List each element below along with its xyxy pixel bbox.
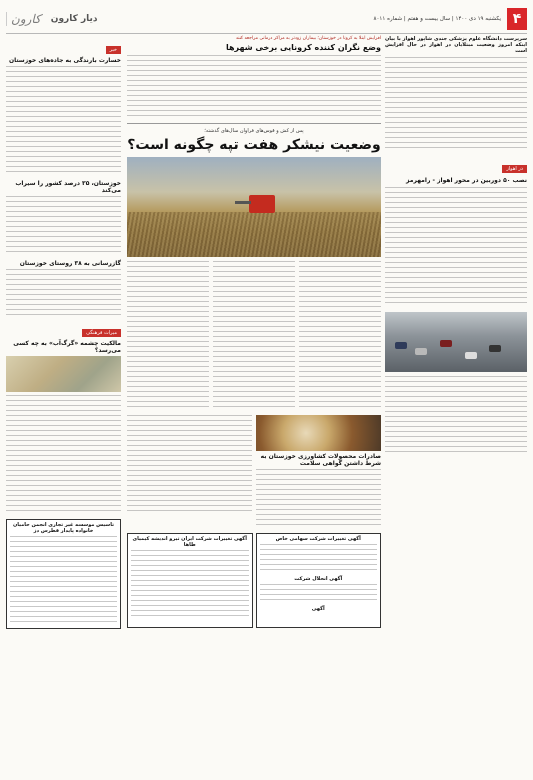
ad-title: آگهی انحلال شرکت: [294, 576, 343, 582]
ad-box: [6, 519, 121, 629]
health-story-body: [256, 469, 381, 529]
ad-body: [131, 550, 249, 618]
ad-body: [260, 584, 378, 604]
cane-field: [127, 212, 381, 257]
date-line: یکشنبه ۱۹ دی ۱۴۰۰ | سال بیست و هفتم | شماره ۸۰۱۱: [373, 16, 501, 22]
sugarcane-harvest-photo: [127, 157, 381, 257]
food-photo: [256, 415, 381, 451]
ad-body: [10, 536, 117, 624]
ad-title: آگهی: [311, 606, 325, 612]
masthead: [6, 6, 527, 32]
divider: [127, 123, 381, 124]
feature-body: [127, 261, 381, 411]
health-story: [256, 415, 381, 529]
ad-box: [127, 533, 253, 628]
car-shape: [489, 345, 501, 352]
feature-col-1: [299, 261, 381, 411]
left-column: [6, 36, 121, 774]
top-story-body: [127, 55, 381, 119]
traffic-body: [385, 376, 527, 456]
section-tag: در اهواز: [502, 165, 527, 173]
top-story-headline: وضع نگران کننده کرونایی برخی شهرها: [225, 43, 381, 52]
feature-col-2: [213, 261, 295, 411]
left-tag: خبر: [106, 46, 121, 54]
ad-box: [256, 533, 382, 628]
left-story-1-title: خسارت بارندگی به جاده‌های خوزستان: [8, 57, 121, 64]
culture-body: [6, 395, 121, 515]
section-title: دیار کارون: [50, 14, 98, 24]
health-story-title: صادرات محصولات کشاورزی خوزستان به شرط داشتن گواهی سلامت: [260, 453, 381, 467]
left-story-1-body: [6, 66, 121, 176]
car-shape: [465, 352, 477, 359]
culture-title: مالکیت چشمه «گرگ‌آب» به چه کسی می‌رسد؟: [13, 340, 121, 354]
ad-title: تاسیس موسسه غیر تجاری انجمن حامیان خانواده پایدار قطرس دز: [13, 522, 114, 534]
car-shape: [440, 340, 452, 347]
spring-photo: [6, 356, 121, 392]
left-story-2-body: [6, 196, 121, 256]
car-shape: [415, 348, 427, 355]
culture-tag: میراث فرهنگی: [82, 329, 121, 337]
side-story-body: [127, 415, 252, 515]
traffic-photo: [385, 312, 527, 372]
health-story-row: [127, 415, 381, 529]
left-story-3-title: گازرسانی به ۳۸ روستای خوزستان: [19, 260, 121, 267]
left-story-2-title: خوزستان، ۳۵ درصد کشور را سیراب می‌کند: [15, 180, 121, 194]
feature-kicker: پس از کش و قوس‌های فراوان سال‌های گذشته؛: [204, 128, 304, 134]
page-number: ۴: [507, 8, 527, 30]
right-lead-body: [385, 57, 527, 149]
right-column: [385, 36, 527, 774]
top-rule: [6, 33, 527, 34]
right-mid-story: [385, 155, 527, 307]
left-story-3-body: [6, 269, 121, 319]
ad-body: [260, 544, 378, 574]
right-mid-body: [385, 187, 527, 307]
brand-logo: کارون: [6, 12, 45, 26]
ad-title: آگهی تغییرات شرکت ایران تیرو اندیشه کیمیای طاها: [132, 536, 247, 548]
right-mid-title: نصب ۵۰ دوربین در محور اهواز - رامهرمز: [406, 177, 527, 184]
ad-title: آگهی تغییرات شرکت سهامی خاص: [275, 536, 361, 542]
feature-headline: وضعیت نیشکر هفت تپه چگونه است؟: [127, 137, 381, 153]
middle-column: [127, 36, 381, 774]
feature-col-3: [127, 261, 209, 411]
ads-row-mid: [127, 533, 381, 628]
harvester-shape: [249, 195, 275, 213]
right-lead: سرپرست دانشگاه علوم پزشکی جندی شاپور اهواز با بیان اینکه امروز وضعیت مبتلایان در اهواز در حال افزایش است: [385, 36, 527, 54]
top-story-kicker: افزایش ابتلا به کرونا در خوزستان؛ بیماران زودتر به مراکز درمانی مراجعه کنند: [235, 36, 381, 41]
car-shape: [395, 342, 407, 349]
